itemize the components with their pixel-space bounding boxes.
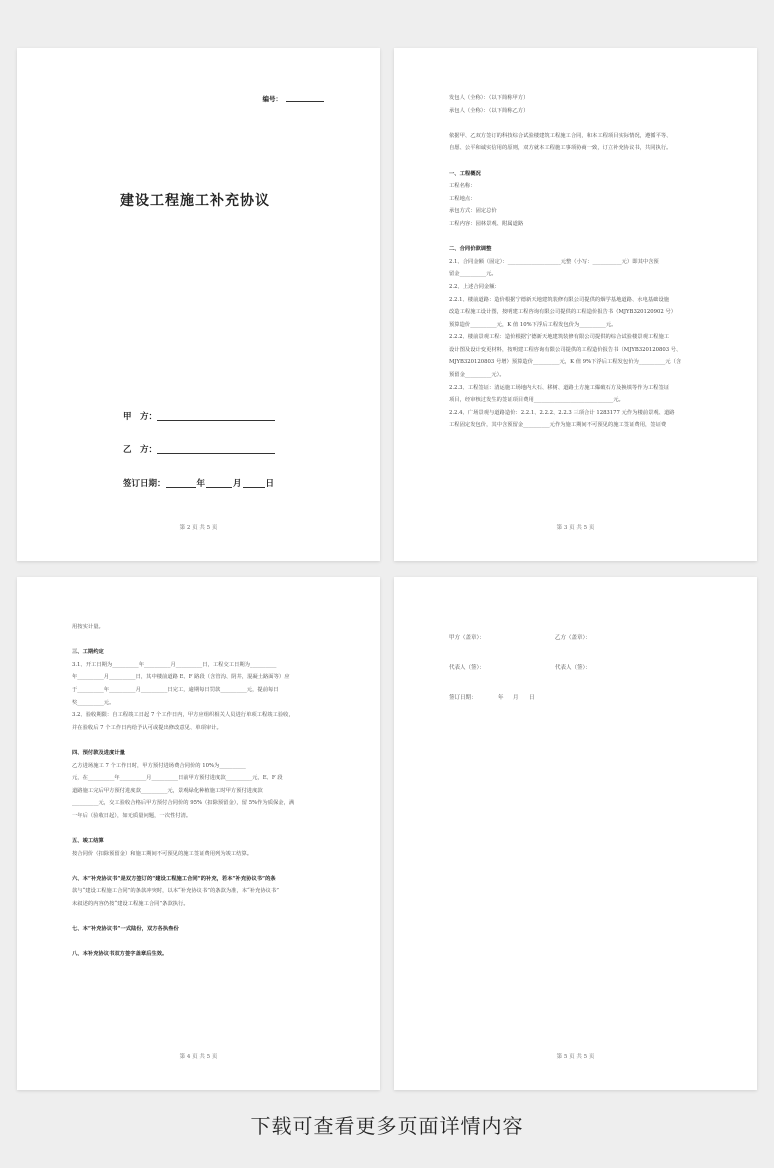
signature-page (394, 577, 757, 1090)
text-line: 项目，经审核过发生的签证项目费用______________________________元。 (449, 397, 624, 404)
text-line: 一年后（验收日起），如无质量问题，一次性付清。 (72, 812, 192, 819)
paragraph-gap (72, 734, 325, 747)
text-line: 发包人（全称）：（以下简称甲方） (449, 95, 529, 101)
rep-a-label: 代表人（签）： (449, 665, 485, 671)
text-line: 五、竣工结算 (72, 838, 104, 845)
text-line: 道路施工完后甲方预付进度款__________元，景观绿化种植施工时甲方预付进度款 (72, 787, 263, 794)
text-line: 2.1、合同金额（固定）：____________________元整（小写：___________元）即其中含预 (449, 258, 659, 265)
text-line: 2.2、上述合同金额： (449, 283, 500, 290)
text-line: 留金__________元。 (449, 271, 497, 278)
document-title: 建设工程施工补充协议 (120, 193, 270, 209)
text-line: 预算造价__________元，K 值 10%下浮后工程发包价为__________元。 (449, 321, 617, 328)
paragraph-gap (72, 823, 325, 836)
party-a-blank (157, 420, 275, 421)
sign-date-label: 签订日期： (449, 695, 477, 701)
month-blank (206, 487, 232, 488)
page-footer: 第 4 页 共 5 页 (179, 1054, 218, 1060)
text-line: 二、合同价款调整 (449, 246, 492, 253)
contract-page-4 (17, 577, 380, 1090)
text-line: 元，在__________年__________月__________日前甲方预付进度款__________元，E、F 段 (72, 775, 283, 782)
text-line: 预留金__________元）。 (449, 372, 505, 379)
rep-b-label: 代表人（签）： (555, 665, 591, 671)
text-line: 自愿、公平和诚实信用的原则，双方就本工程施工事项协商一致，订立补充协议书，共同执行。 (449, 145, 672, 152)
sign-date-line (123, 477, 275, 489)
text-line: 于__________年__________月__________日完工，逾期每日罚款__________元，提前每日 (72, 686, 279, 693)
serial-blank (286, 101, 324, 102)
text-line: 工程地点： (449, 195, 476, 202)
serial-number (263, 94, 325, 103)
text-line: 并在验收后 7 个工作日内给予认可或提出修改意见、单项审计。 (72, 724, 222, 731)
cover-page (17, 48, 380, 561)
text-line: 按合同价（扣除预留金）和施工期间不可预见的施工签证费用列为竣工结算。 (72, 850, 253, 857)
text-line: 三、工期约定 (72, 649, 104, 656)
party-b-seal-label: 乙方（盖章）： (555, 635, 591, 641)
month-label: 月 (513, 695, 519, 701)
text-line: 依据甲、乙双方签订的科技综合试验楼建筑工程施工合同，和本工程项目实际情况，遵循平等、 (449, 132, 672, 139)
text-line: 一、工程概况 (449, 170, 481, 177)
text-line: 款与“建设工程施工合同”的条款冲突时，以本“补充协议书”的条款为准，本“补充协议书” (72, 888, 279, 895)
paragraph-gap (449, 117, 702, 130)
paragraph-gap (72, 911, 325, 924)
text-line: 奖__________元。 (72, 699, 115, 706)
text-line: 2.2.4、广场景观与道路造价：2.2.1、2.2.2、2.2.3 三项合计 1283177 元作为楼前景观、道路 (449, 409, 675, 416)
year-label: 年 (498, 695, 504, 701)
text-line: 3.2、验收期限：自工程竣工日起 7 个工作日内，甲方应组织相关人员进行单项工程竣工验收， (72, 712, 294, 719)
text-line: 2.2.3、工程签证：清运施工场地内大石、移树、道路土方施工爆破石方及换填等作为工程签证 (449, 384, 670, 391)
paragraph-gap (72, 634, 325, 647)
party-a-seal-label: 甲方（盖章）： (449, 635, 485, 641)
party-b-blank (157, 453, 275, 454)
text-line: 工程固定发包价，其中含预留金__________元作为施工期间不可预见的施工签证费用，签证费 (449, 422, 667, 429)
day-blank (243, 487, 265, 488)
text-line: 七、本“补充协议书”一式陆份，双方各执叁份 (72, 926, 179, 933)
download-caption: 下载可查看更多页面详情内容 (250, 1114, 524, 1138)
text-line: 承包方式：固定总价 (449, 208, 497, 215)
text-line: 乙方进场施工 7 个工作日时，甲方预付进场费合同价的 10%为__________ (72, 762, 246, 769)
text-line: 2.2.2、楼前景观工程：造价根据宁德新天地建筑装修有限公司提供的综合试验楼景观工程施工 (449, 334, 670, 341)
text-line: 年__________月__________日，其中楼前道路 E、F 路段（含管沟、阴井，混凝土路面等）应 (72, 674, 290, 681)
page-text (72, 621, 325, 961)
year-label: 年 (196, 479, 206, 489)
day-label: 日 (529, 695, 535, 701)
party-b-line (123, 443, 275, 455)
text-line: 工程内容：园林景观、附属道路 (449, 220, 524, 227)
text-line: 四、预付款及进度计量 (72, 749, 125, 756)
day-label: 日 (265, 479, 275, 489)
text-line: 六、本“补充协议书”是双方签订的“建设工程施工合同”的补充，若本“补充协议书”的条 (72, 875, 276, 882)
page-footer: 第 3 页 共 5 页 (556, 525, 595, 531)
text-line: __________元，交工验收合格后甲方预付合同价的 95%（扣除预留金），留 5%作为质保金，满 (72, 800, 295, 807)
serial-label: 编号： (262, 95, 282, 103)
contract-page-3 (394, 48, 757, 561)
year-blank (166, 487, 196, 488)
paragraph-gap (72, 860, 325, 873)
text-line: 工程名称： (449, 183, 476, 190)
text-line: 未叙述的内容仍按“建设工程施工合同”条款执行。 (72, 901, 189, 908)
paragraph-gap (72, 936, 325, 949)
paragraph-gap (449, 155, 702, 168)
text-line: 改造工程施工设计图，按明建工程咨询有限公司提供的工程造价报告书（MJYB320120902 号） (449, 309, 677, 316)
text-line: 八、本补充协议书双方签字盖章后生效。 (72, 951, 168, 958)
sign-date-label: 签订日期： (123, 479, 166, 489)
page-footer: 第 2 页 共 5 页 (179, 525, 218, 531)
paragraph-gap (449, 231, 702, 244)
page-text (449, 92, 702, 432)
page-footer: 第 5 页 共 5 页 (556, 1054, 595, 1060)
text-line: 用按实计量。 (72, 624, 104, 630)
text-line: 设计图及设计变更材料，按明建工程咨询有限公司提供的工程造价报告书（MJYB320120803 号、 (449, 346, 682, 353)
signature-block (449, 633, 709, 723)
party-a-label: 甲 方： (123, 412, 158, 422)
party-a-line (123, 410, 275, 422)
text-line: 3.1、开工日期为__________年__________月__________日，工程交工日期为__________ (72, 661, 277, 668)
text-line: 承包人（全称）：（以下简称乙方） (449, 107, 529, 114)
month-label: 月 (233, 479, 242, 489)
text-line: MJYB320120803 号增）预算造价__________元，K 值 9%下浮后工程发包价为__________元（含 (449, 359, 682, 366)
party-b-label: 乙 方： (123, 445, 158, 455)
text-line: 2.2.1、楼前道路：造价根据宁德新天地建筑装修有限公司提供的烟学基地道路、水电基础设施 (449, 296, 670, 303)
